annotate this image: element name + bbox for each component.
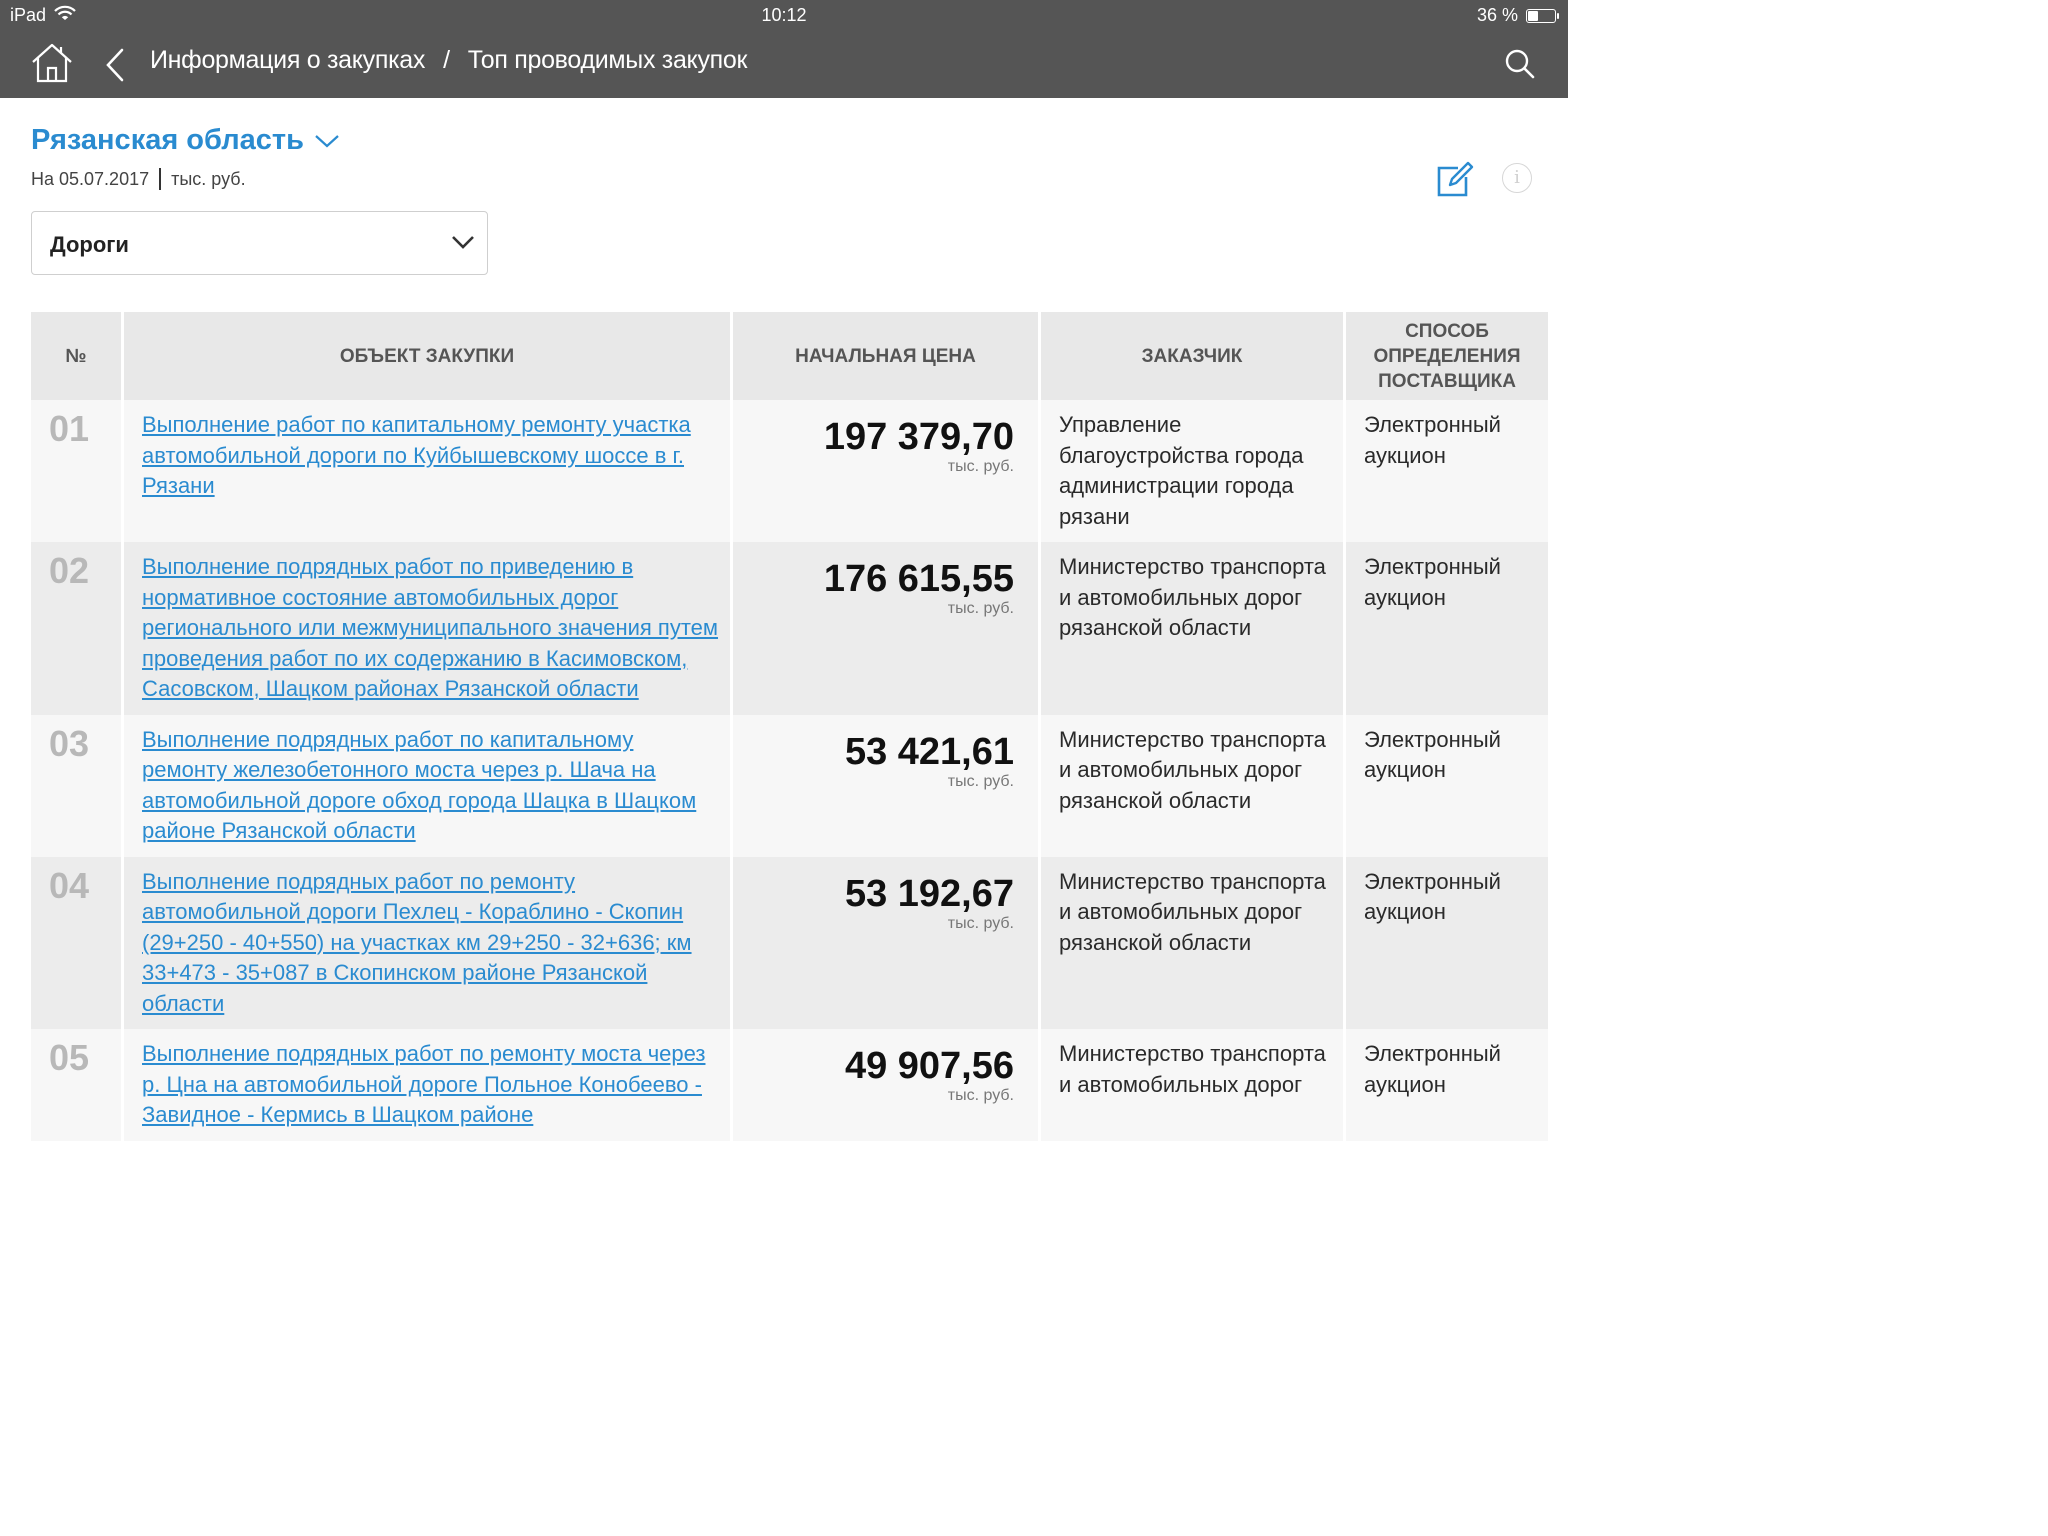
search-icon[interactable] <box>1504 48 1536 80</box>
procurement-link[interactable]: Выполнение подрядных работ по ремонту моста через р. Цна на автомобильной дороге Польное Конобеево - Завидное - Кермись в Шацком районе <box>142 1041 706 1127</box>
row-object-cell <box>124 857 730 1030</box>
column-header-price[interactable]: НАЧАЛЬНАЯ ЦЕНА <box>733 312 1038 400</box>
column-header-number: № <box>31 312 121 400</box>
row-price-unit: тыс. руб. <box>947 772 1014 790</box>
chevron-down-icon <box>314 124 340 157</box>
breadcrumb-separator: / <box>443 46 450 74</box>
row-price: 176 615,55 <box>823 558 1014 600</box>
report-date: На 05.07.2017 <box>31 168 150 189</box>
device-label: iPad <box>10 5 47 25</box>
row-number: 01 <box>31 400 121 542</box>
chevron-down-icon <box>451 234 475 250</box>
column-header-method[interactable]: СПОСОБ ОПРЕДЕЛЕНИЯ ПОСТАВЩИКА <box>1346 312 1548 400</box>
procurement-table <box>28 312 1551 1141</box>
column-header-customer[interactable]: ЗАКАЗЧИК <box>1041 312 1343 400</box>
row-price-cell <box>733 857 1038 1030</box>
row-customer: Министерство транспорта и автомобильных дорог <box>1041 1029 1343 1141</box>
row-number: 02 <box>31 542 121 715</box>
report-meta <box>31 168 246 190</box>
row-object-cell <box>124 715 730 857</box>
row-number: 05 <box>31 1029 121 1141</box>
row-object-cell <box>124 400 730 542</box>
row-customer: Министерство транспорта и автомобильных дорог рязанской области <box>1041 542 1343 715</box>
row-price-cell <box>733 1029 1038 1141</box>
edit-icon[interactable] <box>1436 160 1474 198</box>
procurement-link[interactable]: Выполнение подрядных работ по ремонту автомобильной дороги Пехлец - Кораблино - Скопин (29+250 - 40+550) на участках км 29+250 - 32+636; км 33+473 - 35+087 в Скопинском районе Рязанской области <box>142 868 692 1016</box>
status-right <box>1477 5 1556 26</box>
row-method: Электронный аукцион <box>1346 542 1548 715</box>
row-price-cell <box>733 715 1038 857</box>
table-row <box>31 400 1548 542</box>
table-row <box>31 857 1548 1030</box>
info-icon[interactable]: i <box>1502 163 1532 193</box>
table-row <box>31 715 1548 857</box>
category-dropdown-value: Дороги <box>50 232 129 257</box>
row-price-unit: тыс. руб. <box>947 914 1014 932</box>
column-header-object[interactable]: ОБЪЕКТ ЗАКУПКИ <box>124 312 730 400</box>
region-selector[interactable] <box>31 124 340 157</box>
row-number: 04 <box>31 857 121 1030</box>
row-object-cell <box>124 542 730 715</box>
back-chevron-icon[interactable] <box>104 48 126 82</box>
top-bar <box>0 0 1568 98</box>
row-method: Электронный аукцион <box>1346 1029 1548 1141</box>
row-object-cell <box>124 1029 730 1141</box>
table-row <box>31 1029 1548 1141</box>
table-header-row <box>31 312 1548 400</box>
status-time: 10:12 <box>761 5 807 25</box>
row-price: 53 192,67 <box>844 872 1014 915</box>
row-price: 49 907,56 <box>844 1045 1014 1087</box>
row-customer: Управление благоустройства города администрации города рязани <box>1041 400 1343 542</box>
row-price: 53 421,61 <box>844 730 1014 773</box>
row-method: Электронный аукцион <box>1346 400 1548 542</box>
battery-percent: 36 % <box>1476 5 1518 25</box>
row-method: Электронный аукцион <box>1346 857 1548 1030</box>
procurement-link[interactable]: Выполнение подрядных работ по приведению в нормативное состояние автомобильных дорог регионального или межмуниципального значения путем проведения работ по их содержанию в Касимовском, Сасовском, Шацком районах Рязанской области <box>142 554 719 701</box>
home-icon[interactable] <box>30 42 74 84</box>
row-price-unit: тыс. руб. <box>947 458 1014 475</box>
breadcrumb <box>150 46 747 75</box>
row-price-unit: тыс. руб. <box>947 1087 1014 1104</box>
row-customer: Министерство транспорта и автомобильных дорог рязанской области <box>1041 857 1343 1030</box>
procurement-link[interactable]: Выполнение работ по капитальному ремонту участка автомобильной дороги по Куйбышевскому шоссе в г. Рязани <box>142 412 691 498</box>
category-dropdown[interactable] <box>31 211 488 275</box>
table-row <box>31 542 1548 715</box>
row-price-unit: тыс. руб. <box>947 600 1014 617</box>
breadcrumb-item-current: Топ проводимых закупок <box>467 46 748 74</box>
row-price-cell <box>733 400 1038 542</box>
battery-icon <box>1526 9 1556 23</box>
meta-divider <box>159 168 161 190</box>
report-units: тыс. руб. <box>171 168 246 189</box>
row-method: Электронный аукцион <box>1346 715 1548 857</box>
row-price-cell <box>733 542 1038 715</box>
region-title: Рязанская область <box>31 124 304 156</box>
row-customer: Министерство транспорта и автомобильных дорог рязанской области <box>1041 715 1343 857</box>
breadcrumb-item-info[interactable]: Информация о закупках <box>150 46 426 74</box>
procurement-link[interactable]: Выполнение подрядных работ по капитальному ремонту железобетонного моста через р. Шача на автомобильной дороге обход города Шацка в Шацком районе Рязанской области <box>142 726 697 843</box>
row-price: 197 379,70 <box>823 416 1014 458</box>
row-number: 03 <box>31 715 121 857</box>
